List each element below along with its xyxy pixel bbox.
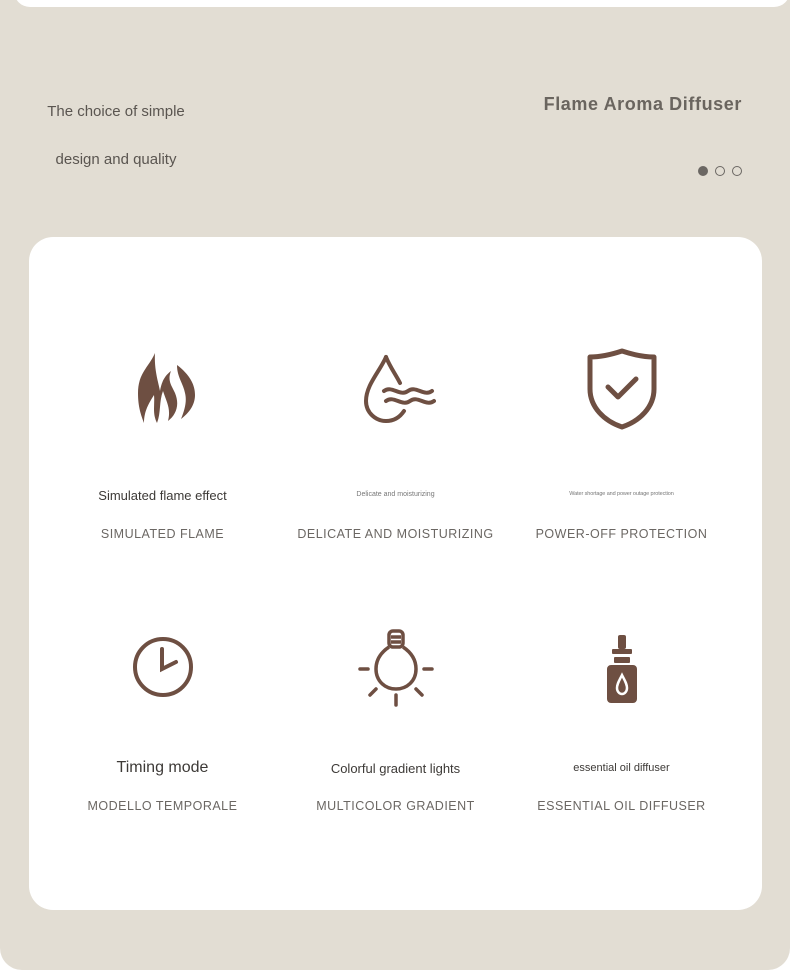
oil-bottle-icon <box>602 633 642 705</box>
features-card <box>29 237 762 910</box>
feature-name: Water shortage and power outage protection <box>569 491 674 497</box>
top-card <box>14 0 790 7</box>
feature-name: Simulated flame effect <box>98 488 227 503</box>
feature-essential-oil-diffuser <box>505 237 738 837</box>
feature-subtitle: MULTICOLOR GRADIENT <box>316 799 475 813</box>
feature-name: essential oil diffuser <box>573 762 670 774</box>
feature-name: Colorful gradient lights <box>330 761 461 776</box>
carousel-dot-2[interactable] <box>715 166 725 176</box>
carousel-dot-1[interactable] <box>698 166 708 176</box>
product-title: Flame Aroma Diffuser <box>543 94 742 114</box>
feature-subtitle: MODELLO TEMPORALE <box>87 799 238 813</box>
feature-subtitle: SIMULATED FLAME <box>100 527 225 541</box>
carousel-indicator <box>698 166 742 176</box>
tagline-line-2: design and quality <box>55 151 177 168</box>
feature-subtitle: DELICATE AND MOISTURIZING <box>297 527 494 541</box>
feature-subtitle: POWER-OFF PROTECTION <box>535 527 708 541</box>
light-bulb-icon <box>358 627 434 707</box>
clock-icon <box>131 635 195 699</box>
feature-name: Timing mode <box>116 759 209 776</box>
feature-timing-mode <box>46 237 279 837</box>
feature-colorful-gradient-lights <box>279 237 512 837</box>
tagline-line-1: The choice of simple <box>47 103 185 120</box>
feature-subtitle: ESSENTIAL OIL DIFFUSER <box>537 799 706 813</box>
carousel-dot-3[interactable] <box>732 166 742 176</box>
feature-name: Delicate and moisturizing <box>356 491 435 498</box>
